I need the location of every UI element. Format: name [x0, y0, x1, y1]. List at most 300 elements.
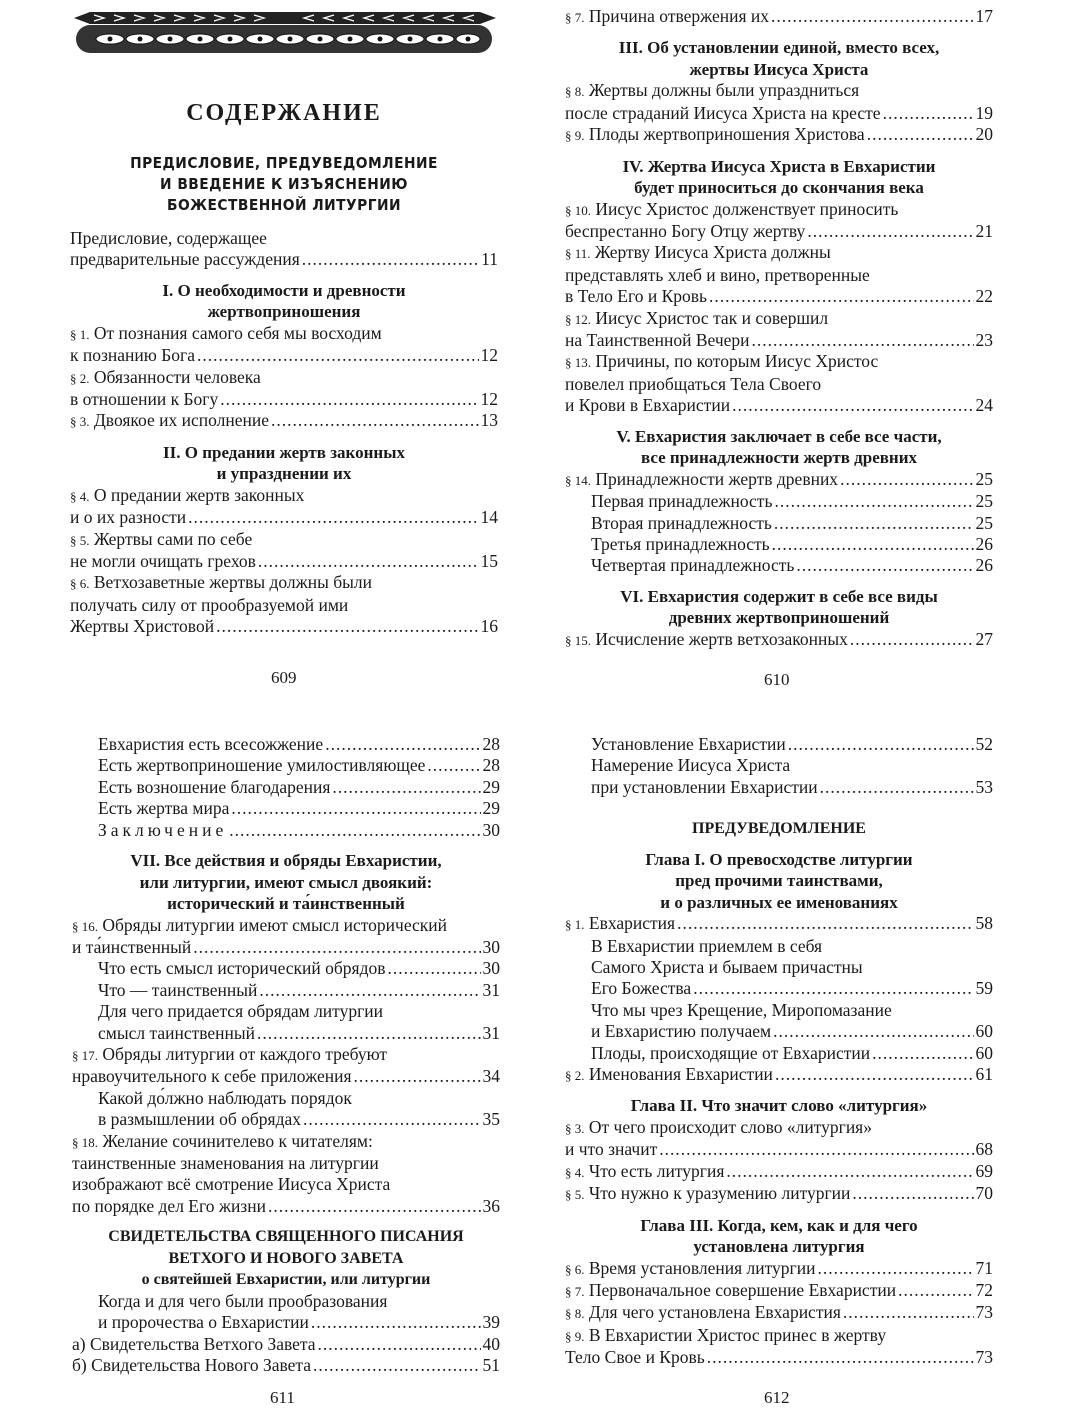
- toc-entry[interactable]: [565, 1043, 993, 1064]
- page-610: [565, 6, 993, 651]
- section-heading-line: VI. Евхаристия содержит в себе все виды: [620, 586, 938, 606]
- toc-entry-text: Предисловие, содержащее: [70, 228, 267, 248]
- toc-entry-text: Плоды, происходящие от Евхаристии: [591, 1042, 871, 1063]
- toc-entry[interactable]: [565, 6, 993, 28]
- toc-page-number: 11: [481, 249, 498, 270]
- toc-entry-row: [72, 1066, 500, 1087]
- toc-entry-row: [565, 330, 993, 351]
- section-heading-line: II. О предании жертв законных: [163, 442, 405, 462]
- page-number: 610: [764, 670, 790, 689]
- toc-entry-row: [70, 616, 498, 637]
- toc-entry-text: Что есть смысл исторический обрядов: [98, 958, 386, 979]
- toc-entry[interactable]: [565, 1302, 993, 1324]
- toc-entry-row: [70, 507, 498, 528]
- toc-entry[interactable]: [565, 629, 993, 651]
- toc-entry-row: [565, 395, 993, 416]
- toc-entry[interactable]: [565, 80, 993, 124]
- toc-entry[interactable]: [565, 734, 993, 755]
- dot-leader: [216, 616, 478, 637]
- section-heading-line: и упразднении их: [216, 464, 352, 484]
- toc-entry-text: Что мы чрез Крещение, Миропомазание: [591, 999, 892, 1020]
- toc-page-number: 31: [482, 979, 500, 1000]
- section-number: § 10.: [565, 202, 591, 218]
- toc-entry[interactable]: [70, 367, 498, 411]
- toc-entry-text: по порядке дел Его жизни: [72, 1195, 266, 1216]
- toc-entry-text: к познанию Бога: [70, 345, 195, 366]
- dot-leader: [313, 1355, 480, 1376]
- toc-page-number: 22: [975, 286, 993, 307]
- section-number: § 9.: [565, 1328, 585, 1344]
- toc-entry-text: Жертвы Христовой: [70, 616, 215, 637]
- toc-page-number: 29: [482, 776, 500, 797]
- toc-entry-row: [565, 1280, 993, 1302]
- page-number: 612: [764, 1388, 790, 1407]
- toc-page-number: 17: [975, 6, 993, 26]
- toc-entry-text: и что значит: [565, 1139, 658, 1160]
- dot-leader: [771, 6, 973, 27]
- dot-leader: [311, 1312, 481, 1333]
- section-number: § 16.: [72, 918, 98, 934]
- toc-entry-row: [565, 1302, 993, 1324]
- toc-entry-row: [70, 345, 498, 366]
- section-heading: [565, 586, 993, 629]
- dot-leader: [732, 395, 973, 416]
- toc-entry-row: [72, 1334, 500, 1355]
- toc-page-number: 40: [482, 1333, 500, 1354]
- toc-page-number: 12: [480, 389, 498, 410]
- toc-page-number: 13: [480, 410, 498, 431]
- section-heading-line: И ВВЕДЕНИЕ К ИЗЪЯСНЕНИЮ: [160, 175, 408, 193]
- toc-entry-text: § 7. Причина отвержения их: [565, 6, 770, 26]
- toc-entry-row: [565, 1043, 993, 1064]
- toc-entry-text: § 15. Исчисление жертв ветхозаконных: [565, 628, 848, 649]
- toc-page-number: 25: [975, 491, 993, 512]
- toc-entry[interactable]: [565, 124, 993, 146]
- toc-entry-text: Вторая принадлежность: [591, 512, 772, 533]
- toc-entry[interactable]: [565, 491, 993, 512]
- dot-leader: [258, 551, 479, 572]
- toc-entry-text: и пророчества о Евхаристии: [98, 1312, 309, 1333]
- toc-entry-text: § 6. Время установления литургии: [565, 1257, 816, 1278]
- toc-page-number: 71: [975, 1257, 993, 1278]
- dot-leader: [872, 1043, 973, 1064]
- toc-entry[interactable]: [72, 1044, 500, 1088]
- section-number: § 14.: [565, 472, 591, 488]
- dot-leader: [332, 777, 480, 798]
- toc-content: [565, 6, 993, 651]
- toc-entry[interactable]: [565, 1000, 993, 1043]
- toc-entry-row: [70, 410, 498, 432]
- section-heading-line: Глава I. О превосходстве литургии: [645, 849, 913, 869]
- toc-entry[interactable]: [72, 915, 500, 959]
- toc-entry[interactable]: [565, 755, 993, 798]
- section-heading: [72, 1226, 500, 1291]
- toc-entry[interactable]: [565, 351, 993, 416]
- toc-entry-row: [72, 980, 500, 1001]
- dot-leader: [774, 491, 973, 512]
- toc-page-number: 24: [975, 395, 993, 416]
- toc-entry-text: § 14. Принадлежности жертв древних: [565, 468, 839, 489]
- toc-entry-row: [565, 491, 993, 512]
- toc-entry-text: Когда и для чего были прообразования: [98, 1290, 388, 1311]
- page-title: СОДЕРЖАНИЕ: [186, 100, 382, 126]
- toc-entry-text: Намерение Иисуса Христа: [591, 755, 791, 776]
- toc-entry-row: [565, 1064, 993, 1086]
- section-heading: [72, 850, 500, 915]
- toc-entry[interactable]: [565, 1280, 993, 1302]
- toc-entry[interactable]: [72, 798, 500, 819]
- toc-page-number: 29: [482, 798, 500, 819]
- toc-page-number: 28: [482, 734, 500, 754]
- toc-entry-row: [70, 249, 498, 270]
- dot-leader: [229, 820, 480, 841]
- toc-entry-text: изображают всё смотрение Иисуса Христа: [72, 1174, 391, 1195]
- section-number: § 17.: [72, 1047, 98, 1063]
- dot-leader: [220, 389, 478, 410]
- toc-entry-text: § 4. Что есть литургия: [565, 1160, 725, 1181]
- toc-entry[interactable]: [565, 1064, 993, 1086]
- dot-leader: [271, 410, 478, 431]
- toc-page-number: 60: [975, 1021, 993, 1042]
- toc-entry-text: смысл таинственный: [98, 1022, 256, 1043]
- toc-entry-row: [72, 1355, 500, 1376]
- section-heading: [565, 37, 993, 80]
- toc-page-number: 26: [975, 555, 993, 576]
- toc-entry-text: Заключение: [98, 819, 228, 840]
- toc-entry-text: в Тело Его и Кровь: [565, 286, 707, 307]
- toc-entry[interactable]: [72, 1001, 500, 1044]
- dot-leader: [303, 1109, 480, 1130]
- toc-entry-row: [70, 389, 498, 410]
- toc-page-number: 26: [975, 533, 993, 554]
- toc-entry-text: § 13. Причины, по которым Иисус Христос: [565, 351, 879, 372]
- section-heading-line: Глава II. Что значит слово «литургия»: [630, 1096, 928, 1116]
- toc-page-number: 61: [975, 1064, 993, 1085]
- toc-entry-text: Его Божества: [591, 978, 692, 999]
- toc-entry-row: [565, 1021, 993, 1042]
- toc-entry-text: и о их разности: [70, 507, 187, 528]
- section-number: § 11.: [565, 246, 591, 262]
- toc-entry-text: § 8. Для чего установлена Евхаристия: [565, 1302, 841, 1323]
- toc-entry-text: В Евхаристии приемлем в себя: [591, 935, 823, 956]
- toc-entry-text: повелел приобщаться Тела Своего: [565, 373, 822, 394]
- toc-entry-text: § 1. Евхаристия: [565, 913, 676, 934]
- toc-entry-row: [565, 1139, 993, 1160]
- toc-page-number: 15: [480, 551, 498, 572]
- toc-entry[interactable]: [70, 410, 498, 432]
- toc-entry-text: и Крови в Евхаристии: [565, 395, 731, 416]
- section-heading-line: СВИДЕТЕЛЬСТВА СВЯЩЕННОГО ПИСАНИЯ: [108, 1228, 464, 1246]
- toc-entry-row: [72, 1023, 500, 1044]
- toc-entry-text: Евхаристия есть всесожжение: [98, 734, 324, 754]
- dot-leader: [325, 734, 480, 755]
- toc-entry-text: § 9. Плоды жертвоприношения Христова: [565, 124, 865, 145]
- toc-page-number: 69: [975, 1160, 993, 1181]
- toc-entry[interactable]: [565, 913, 993, 935]
- dot-leader: [898, 1280, 973, 1301]
- toc-entry[interactable]: [72, 1131, 500, 1218]
- dot-leader: [807, 221, 973, 242]
- section-heading: [565, 1215, 993, 1258]
- dot-leader: [302, 249, 479, 270]
- toc-entry-row: [565, 777, 993, 798]
- toc-entry-text: Какой до́лжно наблюдать порядок: [98, 1087, 352, 1108]
- toc-entry-text: § 11. Жертву Иисуса Христа должны: [565, 242, 831, 263]
- toc-entry-text: § 18. Желание сочинителево к читателям:: [72, 1130, 373, 1151]
- toc-entry-text: § 3. От чего происходит слово «литургия»: [565, 1116, 872, 1137]
- toc-page-number: 30: [482, 819, 500, 840]
- section-heading-line: V. Евхаристия заключает в себе все части,: [616, 426, 942, 446]
- toc-entry-text: § 2. Именования Евхаристии: [565, 1064, 773, 1085]
- toc-entry-row: [72, 820, 500, 841]
- toc-entry-row: [72, 1196, 500, 1217]
- toc-entry-text: Что — таинственный: [98, 979, 258, 1000]
- toc-entry-text: § 1. От познания самого себя мы восходим: [70, 322, 382, 343]
- toc-entry[interactable]: [70, 572, 498, 637]
- section-heading-line: или литургии, имеют смысл двоякий:: [139, 872, 433, 892]
- toc-page-number: 28: [482, 755, 500, 776]
- dot-leader: [197, 345, 479, 366]
- toc-entry-row: [565, 513, 993, 534]
- toc-entry-text: Первая принадлежность: [591, 491, 773, 512]
- toc-entry-text: § 10. Иисус Христос долженствует приносить: [565, 198, 899, 219]
- toc-entry-row: [565, 221, 993, 242]
- section-heading-line: I. О необходимости и древности: [162, 280, 406, 300]
- dot-leader: [659, 1139, 973, 1160]
- toc-entry-row: [72, 958, 500, 979]
- section-heading-line: древних жертвоприношений: [668, 608, 890, 628]
- page-611: [72, 734, 500, 1376]
- dot-leader: [796, 555, 973, 576]
- toc-entry-text: а) Свидетельства Ветхого Завета: [72, 1333, 316, 1354]
- toc-page-number: 12: [480, 345, 498, 366]
- page-number: 609: [271, 668, 297, 687]
- section-number: § 2.: [565, 1068, 585, 1084]
- toc-content: [72, 734, 500, 1376]
- section-heading-line: VII. Все действия и обряды Евхаристии,: [130, 851, 442, 871]
- toc-entry-text: получать силу от прообразуемой ими: [70, 594, 349, 615]
- toc-entry[interactable]: [565, 308, 993, 352]
- dot-leader: [188, 507, 478, 528]
- dot-leader: [840, 469, 973, 490]
- section-heading: [70, 280, 498, 323]
- toc-entry-row: [565, 1183, 993, 1205]
- toc-entry[interactable]: [565, 1258, 993, 1280]
- toc-page-number: 35: [482, 1109, 500, 1130]
- toc-entry[interactable]: [72, 734, 500, 755]
- toc-page-number: 30: [482, 958, 500, 979]
- section-heading-line: о святейшей Евхаристии, или литургии: [141, 1271, 431, 1289]
- toc-entry-text: б) Свидетельства Нового Завета: [72, 1354, 312, 1375]
- dot-leader: [677, 913, 973, 934]
- toc-entry-text: § 17. Обряды литургии от каждого требуют: [72, 1043, 388, 1064]
- toc-entry-text: Тело Свое и Кровь: [565, 1347, 705, 1368]
- toc-entry[interactable]: [72, 777, 500, 798]
- toc-entry[interactable]: [565, 936, 993, 1000]
- section-number: § 18.: [72, 1134, 98, 1150]
- section-number: § 15.: [565, 632, 591, 648]
- dot-leader: [231, 798, 480, 819]
- toc-entry-text: Есть жертвоприношение умилостивляющее: [98, 755, 426, 776]
- toc-entry-row: [72, 777, 500, 798]
- dot-leader: [427, 755, 480, 776]
- page-number: 611: [270, 1388, 295, 1407]
- toc-entry[interactable]: [72, 755, 500, 776]
- toc-page-number: 21: [975, 221, 993, 242]
- section-heading-line: будет приноситься до скончания века: [634, 178, 924, 198]
- dot-leader: [867, 124, 974, 145]
- section-heading-line: ПРЕДИСЛОВИЕ, ПРЕДУВЕДОМЛЕНИЕ: [130, 154, 438, 172]
- toc-entry-text: таинственные знаменования на литургии: [72, 1153, 379, 1173]
- toc-entry-text: Самого Христа и бываем причастны: [591, 957, 863, 978]
- toc-entry[interactable]: [70, 323, 498, 367]
- toc-content: [70, 153, 498, 638]
- section-heading-line: пред прочими таинствами,: [675, 871, 883, 891]
- toc-entry-row: [565, 913, 993, 935]
- toc-page-number: 59: [975, 978, 993, 999]
- toc-entry-text: на Таинственной Вечери: [565, 330, 750, 351]
- section-heading: [565, 849, 993, 914]
- toc-entry[interactable]: [565, 1325, 993, 1369]
- toc-entry[interactable]: [72, 1334, 500, 1355]
- dot-leader: [772, 534, 974, 555]
- toc-entry-row: [565, 286, 993, 307]
- toc-entry-text: § 8. Жертвы должны были упраздниться: [565, 80, 860, 101]
- toc-page-number: 53: [975, 776, 993, 797]
- dot-leader: [852, 1183, 973, 1204]
- toc-entry[interactable]: [70, 228, 498, 271]
- toc-entry-text: после страданий Иисуса Христа на кресте: [565, 102, 881, 123]
- toc-entry-row: [72, 1109, 500, 1130]
- toc-entry-row: [565, 555, 993, 576]
- section-number: § 5.: [565, 1187, 585, 1203]
- dot-leader: [693, 978, 973, 999]
- toc-entry-text: нравоучительного к себе приложения: [72, 1066, 352, 1087]
- dot-leader: [752, 330, 974, 351]
- toc-entry-row: [72, 734, 500, 755]
- dot-leader: [268, 1196, 481, 1217]
- toc-page-number: 16: [480, 616, 498, 637]
- dot-leader: [883, 103, 974, 124]
- toc-entry[interactable]: [565, 1117, 993, 1161]
- toc-entry-text: и Евхаристию получаем: [591, 1021, 772, 1042]
- section-heading-line: III. Об установлении единой, вместо всех,: [618, 38, 940, 58]
- toc-entry[interactable]: [72, 1291, 500, 1334]
- toc-page-number: 72: [975, 1280, 993, 1300]
- section-heading: [70, 442, 498, 485]
- toc-entry[interactable]: [565, 555, 993, 576]
- toc-entry[interactable]: [565, 534, 993, 555]
- toc-entry[interactable]: [70, 485, 498, 529]
- toc-entry[interactable]: [565, 1183, 993, 1205]
- toc-entry-text: § 3. Двоякое их исполнение: [70, 410, 270, 431]
- toc-entry-text: Есть возношение благодарения: [98, 776, 331, 797]
- toc-page-number: 31: [482, 1022, 500, 1043]
- section-number: § 13.: [565, 355, 591, 371]
- section-heading-line: БОЖЕСТВЕННОЙ ЛИТУРГИИ: [167, 196, 401, 214]
- toc-entry-text: § 2. Обязанности человека: [70, 366, 261, 387]
- toc-entry-row: [565, 734, 993, 755]
- toc-entry-text: Установление Евхаристии: [591, 734, 786, 754]
- toc-entry-row: [565, 6, 993, 28]
- toc-entry-row: [565, 1161, 993, 1183]
- toc-entry[interactable]: [565, 199, 993, 243]
- section-number: § 7.: [565, 1284, 585, 1299]
- section-number: § 1.: [70, 326, 90, 342]
- toc-page-number: 25: [975, 512, 993, 533]
- toc-entry-text: § 12. Иисус Христос так и совершил: [565, 307, 829, 328]
- toc-entry-text: беспрестанно Богу Отцу жертву: [565, 221, 806, 242]
- section-number: § 3.: [565, 1120, 585, 1136]
- toc-entry[interactable]: [70, 529, 498, 573]
- toc-entry[interactable]: [72, 1355, 500, 1376]
- page-612: [565, 734, 993, 1369]
- toc-entry-text: предварительные рассуждения: [70, 249, 300, 270]
- toc-entry-text: Для чего придается обрядам литургии: [98, 1001, 383, 1022]
- dot-leader: [709, 286, 974, 307]
- toc-page-number: 70: [975, 1183, 993, 1204]
- section-number: § 1.: [565, 917, 585, 933]
- toc-entry-text: Есть жертва мира: [98, 798, 230, 819]
- decorative-ornament-header: [70, 4, 498, 56]
- dot-leader: [257, 1023, 480, 1044]
- dot-leader: [388, 958, 481, 979]
- toc-page-number: 20: [975, 124, 993, 145]
- dot-leader: [773, 1021, 973, 1042]
- section-heading-line: исторический и та́инственный: [167, 894, 405, 914]
- toc-page-number: 58: [975, 913, 993, 934]
- section-heading-line: установлена литургия: [693, 1237, 865, 1257]
- dot-leader: [707, 1347, 974, 1368]
- toc-entry-text: и та́инственный: [72, 936, 192, 957]
- toc-page-number: 51: [482, 1354, 500, 1375]
- toc-entry-text: § 6. Ветхозаветные жертвы должны были: [70, 572, 373, 593]
- dot-leader: [817, 1258, 973, 1279]
- toc-entry[interactable]: [565, 469, 993, 491]
- toc-entry-text: § 5. Что нужно к уразумению литургии: [565, 1183, 851, 1204]
- section-number: § 4.: [565, 1164, 585, 1180]
- section-heading-line: жертвоприношения: [207, 302, 361, 322]
- toc-entry-row: [565, 978, 993, 999]
- section-number: § 12.: [565, 311, 591, 327]
- toc-entry[interactable]: [72, 1088, 500, 1131]
- section-heading: [565, 426, 993, 469]
- toc-entry[interactable]: [72, 980, 500, 1001]
- toc-entry-text: § 5. Жертвы сами по себе: [70, 528, 253, 549]
- section-heading-line: ВЕТХОГО И НОВОГО ЗАВЕТА: [168, 1249, 404, 1267]
- toc-entry-row: [565, 1258, 993, 1280]
- section-number: § 8.: [565, 84, 585, 100]
- toc-entry-row: [565, 103, 993, 124]
- toc-entry[interactable]: [72, 958, 500, 979]
- toc-entry[interactable]: [72, 820, 500, 841]
- toc-entry[interactable]: [565, 1161, 993, 1183]
- toc-entry-row: [565, 124, 993, 146]
- toc-entry-text: не могли очищать грехов: [70, 551, 256, 572]
- section-heading-line: все принадлежности жертв древних: [640, 448, 918, 468]
- dot-leader: [318, 1334, 481, 1355]
- toc-page-number: 39: [482, 1312, 500, 1333]
- toc-entry[interactable]: [565, 242, 993, 307]
- toc-entry-row: [72, 1312, 500, 1333]
- toc-entry[interactable]: [565, 513, 993, 534]
- dot-leader: [193, 937, 480, 958]
- toc-page-number: 52: [975, 734, 993, 754]
- section-heading-line: ПРЕДУВЕДОМЛЕНИЕ: [692, 820, 866, 838]
- section-heading-line: и о различных ее именованиях: [660, 892, 898, 912]
- dot-leader: [726, 1161, 973, 1182]
- dot-leader: [850, 629, 974, 650]
